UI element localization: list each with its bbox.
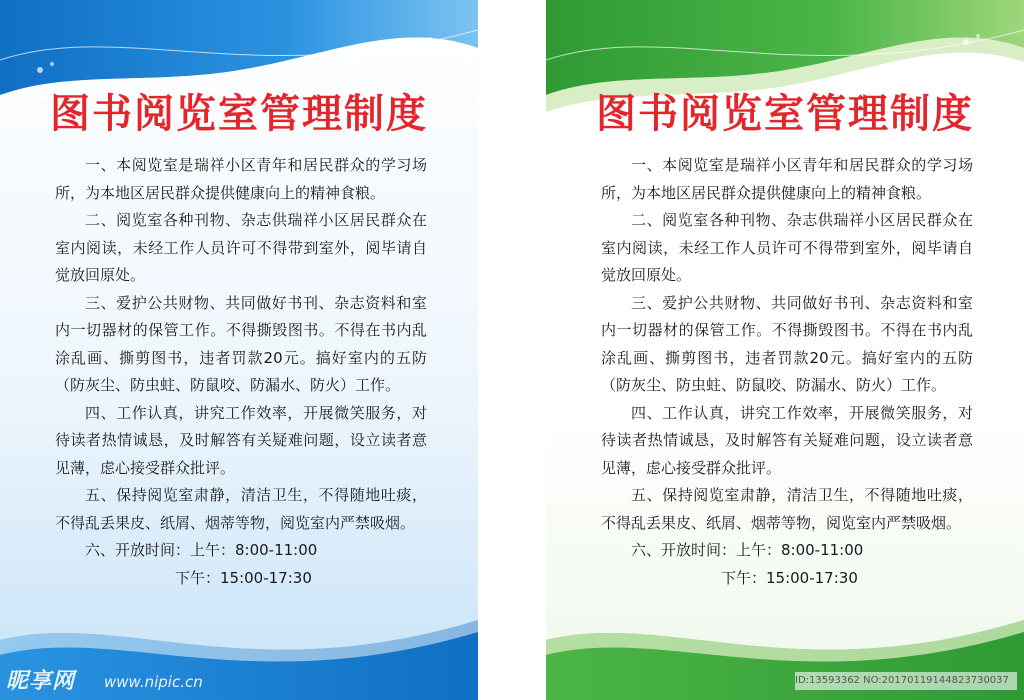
opening-hours-afternoon: 下午：15:00-17:30 — [721, 568, 858, 587]
regulation-paragraph: 三、爱护公共财物、共同做好书刊、杂志资料和室内一切器材的保管工作。不得撕毁图书。不得在书内乱涂乱画、撕剪图书，违者罚款20元。搞好室内的五防（防灰尘、防虫蛀、防鼠咬、防漏水、防火）工作。 — [55, 293, 427, 394]
regulation-paragraph: 四、工作认真，讲究工作效率，开展微笑服务，对待读者热情诚恳，及时解答有关疑难问题，设立读者意见薄，虑心接受群众批评。 — [55, 403, 427, 477]
watermark-url: www.nipic.cn — [104, 673, 203, 691]
regulation-paragraph: 三、爱护公共财物、共同做好书刊、杂志资料和室内一切器材的保管工作。不得撕毁图书。不得在书内乱涂乱画、撕剪图书，违者罚款20元。搞好室内的五防（防灰尘、防虫蛀、防鼠咬、防漏水、防火）工作。 — [601, 293, 973, 394]
regulation-paragraph: 二、阅览室各种刊物、杂志供瑞祥小区居民群众在室内阅读，未经工作人员许可不得带到室外，阅毕请自觉放回原处。 — [55, 211, 427, 284]
regulation-paragraph: 四、工作认真，讲究工作效率，开展微笑服务，对待读者热情诚恳，及时解答有关疑难问题，设立读者意见薄，虑心接受群众批评。 — [601, 403, 973, 477]
poster-title: 图书阅览室管理制度 — [596, 91, 974, 137]
watermark-logo: 昵享网 — [6, 669, 76, 694]
poster-title: 图书阅览室管理制度 — [50, 91, 428, 137]
regulation-paragraph: 五、保持阅览室肃静，清洁卫生，不得随地吐痰，不得乱丢果皮、纸屑、烟蒂等物，阅览室内严禁吸烟。 — [55, 486, 427, 532]
watermark-id: ID:13593362 NO:20170119144823730037 — [795, 672, 1017, 690]
opening-hours-morning: 六、开放时间：上午：8:00-11:00 — [85, 541, 318, 559]
opening-hours-morning: 六、开放时间：上午：8:00-11:00 — [631, 541, 864, 559]
poster-blue — [0, 0, 478, 700]
poster-green — [546, 0, 1024, 700]
regulation-text — [55, 152, 427, 592]
regulation-paragraph: 一、本阅览室是瑞祥小区青年和居民群众的学习场所，为本地区居民群众提供健康向上的精神食粮。 — [601, 156, 973, 202]
opening-hours-afternoon: 下午：15:00-17:30 — [175, 568, 312, 587]
regulation-paragraph: 二、阅览室各种刊物、杂志供瑞祥小区居民群众在室内阅读，未经工作人员许可不得带到室外，阅毕请自觉放回原处。 — [601, 211, 973, 284]
regulation-paragraph: 一、本阅览室是瑞祥小区青年和居民群众的学习场所，为本地区居民群众提供健康向上的精神食粮。 — [55, 156, 427, 202]
regulation-paragraph: 五、保持阅览室肃静，清洁卫生，不得随地吐痰，不得乱丢果皮、纸屑、烟蒂等物，阅览室内严禁吸烟。 — [601, 486, 973, 532]
regulation-text — [601, 152, 973, 592]
